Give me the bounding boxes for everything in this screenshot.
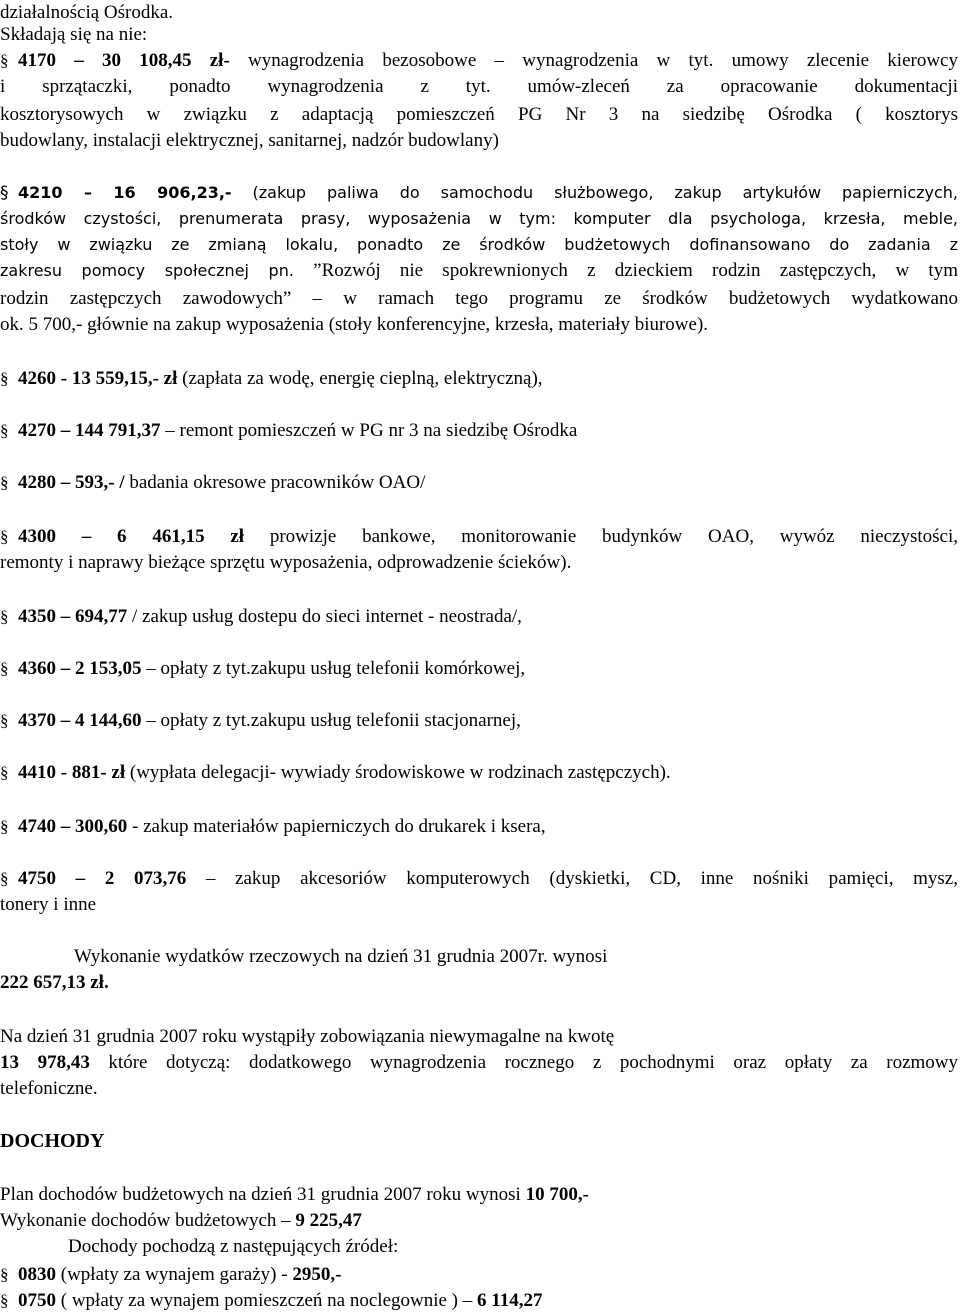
section-sign-icon: § xyxy=(0,711,9,730)
section-sign-icon: § xyxy=(0,1265,9,1284)
text-line: remonty i naprawy bieżące sprzętu wyposażenia, odprowadzenie ścieków). xyxy=(0,552,572,573)
text-line: budowlany, instalacji elektrycznej, sanitarnej, nadzór budowlany) xyxy=(0,130,499,151)
income-0830: § 0830 (wpłaty za wynajem garaży) - 2950,- xyxy=(0,1262,341,1288)
section-sign-icon: § xyxy=(0,183,9,203)
text-line: tonery i inne xyxy=(0,894,97,915)
income-plan: Plan dochodów budżetowych na dzień 31 grudnia 2007 roku wynosi 10 700,- xyxy=(0,1184,589,1205)
section-sign-icon: § xyxy=(0,659,9,678)
text-line: 13 978,43 które dotyczą: dodatkowego wynagrodzenia rocznego z pochodnymi oraz opłaty za rozmowy xyxy=(0,1052,959,1073)
text-line: rodzin zastępczych zawodowych” – w ramach tego programu ze środków budżetowych wydatkowano xyxy=(0,288,958,309)
section-sign-icon: § xyxy=(0,869,9,888)
text-line: Na dzień 31 grudnia 2007 roku wystąpiły zobowiązania niewymagalne na kwotę xyxy=(0,1026,615,1047)
text-line: środków czystości, prenumerata prasy, wyposażenia w tym: komputer dla psychologa, krzesła, meble, xyxy=(0,209,958,228)
paragraph-4740: § 4740 – 300,60 - zakup materiałów papierniczych do drukarek i ksera, xyxy=(0,814,546,840)
income-execution: Wykonanie dochodów budżetowych – 9 225,47 xyxy=(0,1210,362,1231)
section-heading-income: DOCHODY xyxy=(0,1130,105,1152)
paragraph-4170: § 4170 – 30 108,45 zł- wynagrodzenia bezosobowe – wynagrodzenia w tyt. umowy zlecenie kierowcy xyxy=(0,48,958,74)
section-sign-icon: § xyxy=(0,473,9,492)
income-sources: Dochody pochodzą z następujących źródeł: xyxy=(68,1236,399,1257)
paragraph-4370: § 4370 – 4 144,60 – opłaty z tyt.zakupu usług telefonii stacjonarnej, xyxy=(0,708,521,734)
paragraph-4350: § 4350 – 694,77 / zakup usług dostepu do sieci internet - neostrada/, xyxy=(0,604,522,630)
paragraph-4410: § 4410 - 881- zł (wypłata delegacji- wywiady środowiskowe w rodzinach zastępczych). xyxy=(0,760,671,786)
text-line: stoły w związku ze zmianą lokalu, ponadto ze środków budżetowych dofinansowano do zadania z xyxy=(0,235,958,254)
summary-expenses: Wykonanie wydatków rzeczowych na dzień 31 grudnia 2007r. wynosi xyxy=(74,946,608,967)
section-sign-icon: § xyxy=(0,369,9,388)
section-sign-icon: § xyxy=(0,527,9,546)
section-sign-icon: § xyxy=(0,763,9,782)
text-line: Składają się na nie: xyxy=(0,24,148,45)
section-sign-icon: § xyxy=(0,51,9,70)
text-line: kosztorysowych w związku z adaptacją pomieszczeń PG Nr 3 na siedzibę Ośrodka ( kosztorys xyxy=(0,104,958,125)
text-line: działalnością Ośrodka. xyxy=(0,2,174,23)
paragraph-4300: § 4300 – 6 461,15 zł prowizje bankowe, monitorowanie budynków OAO, wywóz nieczystości, xyxy=(0,524,958,550)
text-line: ok. 5 700,- głównie na zakup wyposażenia (stoły konferencyjne, krzesła, materiały biurowe). xyxy=(0,314,709,335)
text-line: zakresu pomocy społecznej pn. ”Rozwój nie spokrewnionych z dzieckiem rodzin zastępczych, w tym xyxy=(0,260,958,281)
paragraph-4270: § 4270 – 144 791,37 – remont pomieszczeń w PG nr 3 na siedzibę Ośrodka xyxy=(0,418,577,444)
paragraph-4210: § 4210 – 16 906,23,- (zakup paliwa do samochodu służbowego, zakup artykułów papierniczych, xyxy=(0,180,958,206)
summary-expenses-amount: 222 657,13 zł. xyxy=(0,972,109,993)
paragraph-4280: § 4280 – 593,- / badania okresowe pracowników OAO/ xyxy=(0,470,425,496)
section-sign-icon: § xyxy=(0,607,9,626)
section-sign-icon: § xyxy=(0,421,9,440)
text-line: telefoniczne. xyxy=(0,1078,98,1099)
paragraph-4260: § 4260 - 13 559,15,- zł (zapłata za wodę, energię cieplną, elektryczną), xyxy=(0,366,543,392)
income-0750: § 0750 ( wpłaty za wynajem pomieszczeń na noclegownie ) – 6 114,27 xyxy=(0,1288,542,1314)
paragraph-4750: § 4750 – 2 073,76 – zakup akcesoriów komputerowych (dyskietki, CD, inne nośniki pamięci, mysz, xyxy=(0,866,958,892)
section-sign-icon: § xyxy=(0,1291,9,1310)
paragraph-4360: § 4360 – 2 153,05 – opłaty z tyt.zakupu usług telefonii komórkowej, xyxy=(0,656,525,682)
section-sign-icon: § xyxy=(0,817,9,836)
text-line: i sprzątaczki, ponadto wynagrodzenia z tyt. umów-zleceń za opracowanie dokumentacji xyxy=(0,76,958,97)
